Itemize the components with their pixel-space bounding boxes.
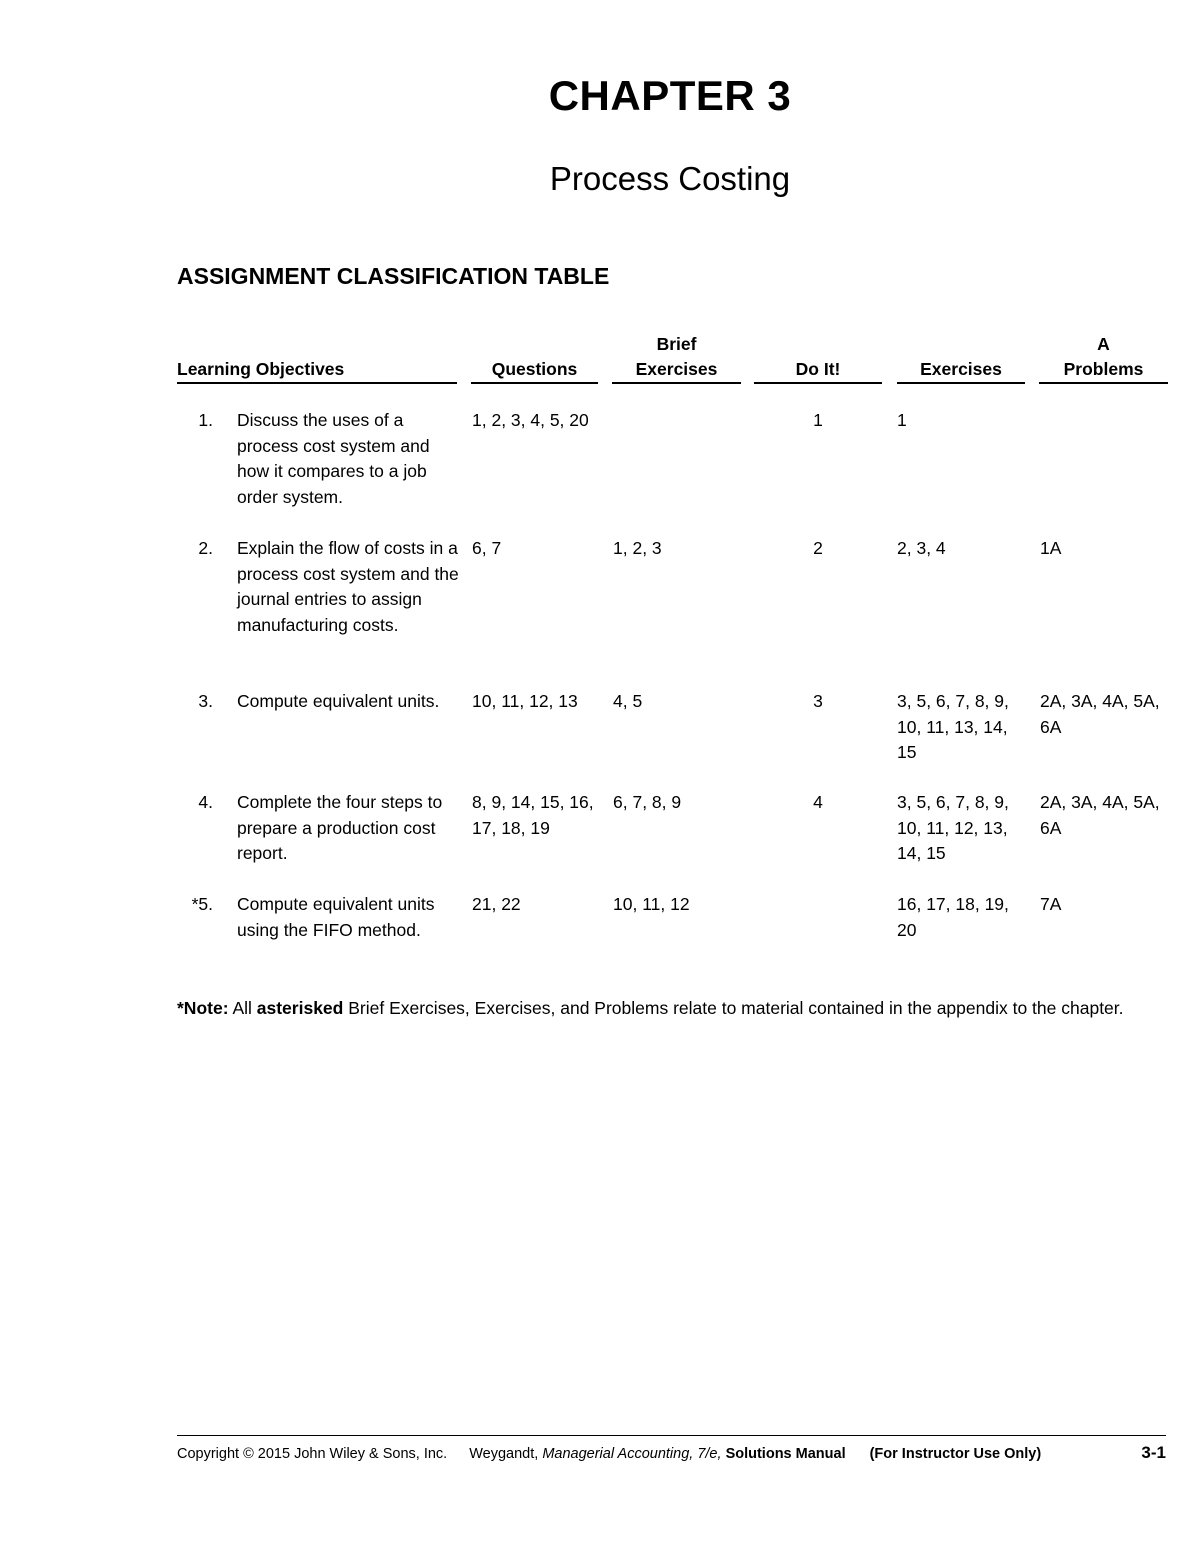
chapter-subtitle: Process Costing [549, 160, 791, 197]
footer-author: Weygandt, [469, 1446, 539, 1462]
problems-cell: 7A [1040, 894, 1062, 914]
header-exercises: Exercises [897, 330, 1025, 384]
exercises-cell: 3, 5, 6, 7, 8, 9, 10, 11, 13, 14, 15 [897, 691, 1009, 762]
objective-text: Explain the flow of costs in a process cost system and the journal entries to assign manufacturing costs. [237, 538, 459, 635]
exercises-cell: 3, 5, 6, 7, 8, 9, 10, 11, 12, 13, 14, 15 [897, 792, 1009, 863]
footer-use: (For Instructor Use Only) [869, 1446, 1042, 1462]
chapter-title: CHAPTER 3 [548, 72, 792, 119]
page-number: 3-1 [1141, 1443, 1166, 1462]
questions-cell: 8, 9, 14, 15, 16, 17, 18, 19 [472, 792, 594, 838]
exercises-cell: 16, 17, 18, 19, 20 [897, 894, 1009, 940]
problems-cell: 2A, 3A, 4A, 5A, 6A [1040, 691, 1160, 737]
do-it-cell: 4 [813, 792, 823, 812]
footer-manual: Solutions Manual [725, 1446, 846, 1462]
section-heading: ASSIGNMENT CLASSIFICATION TABLE [177, 263, 610, 289]
exercises-cell: 1 [897, 410, 907, 430]
objective-number: *5. [191, 894, 213, 914]
do-it-cell: 3 [813, 691, 823, 711]
objective-number: 3. [198, 691, 213, 711]
footer-book [469, 1446, 845, 1462]
footer-book-title: Managerial Accounting, 7/e, [542, 1446, 722, 1462]
objective-text: Discuss the uses of a process cost system and how it compares to a job order system. [237, 410, 430, 507]
questions-cell: 1, 2, 3, 4, 5, 20 [472, 410, 589, 430]
note-text: Brief Exercises, Exercises, and Problems relate to material contained in the appendix to the chapter. [348, 998, 1124, 1018]
page-footer [177, 1435, 1166, 1463]
questions-cell: 6, 7 [472, 538, 502, 558]
header-questions: Questions [471, 330, 598, 384]
header-problems: A Problems [1039, 330, 1168, 384]
header-learning-objectives: Learning Objectives [177, 330, 457, 384]
footer-copyright: Copyright © 2015 John Wiley & Sons, Inc. [177, 1446, 448, 1462]
brief-exercises-cell: 1, 2, 3 [613, 538, 662, 558]
questions-cell: 10, 11, 12, 13 [472, 691, 578, 711]
header-do-it: Do It! [754, 330, 882, 384]
problems-cell: 2A, 3A, 4A, 5A, 6A [1040, 792, 1160, 838]
do-it-cell: 1 [813, 410, 823, 430]
problems-cell: 1A [1040, 538, 1062, 558]
brief-exercises-cell: 4, 5 [613, 691, 643, 711]
appendix-note [177, 996, 1163, 1022]
note-emphasis: asterisked [256, 998, 344, 1018]
objective-text: Complete the four steps to prepare a production cost report. [237, 792, 443, 863]
header-brief-exercises: Brief Exercises [612, 330, 741, 384]
exercises-cell: 2, 3, 4 [897, 538, 946, 558]
objective-number: 4. [198, 792, 213, 812]
questions-cell: 21, 22 [472, 894, 521, 914]
objective-text: Compute equivalent units using the FIFO method. [237, 894, 435, 940]
objective-number: 2. [198, 538, 213, 558]
note-pre: All [232, 998, 252, 1018]
brief-exercises-cell: 6, 7, 8, 9 [613, 792, 682, 812]
objective-number: 1. [198, 410, 213, 430]
note-label: *Note: [177, 998, 229, 1018]
do-it-cell: 2 [813, 538, 823, 558]
brief-exercises-cell: 10, 11, 12 [613, 894, 690, 914]
objective-text: Compute equivalent units. [237, 691, 440, 711]
